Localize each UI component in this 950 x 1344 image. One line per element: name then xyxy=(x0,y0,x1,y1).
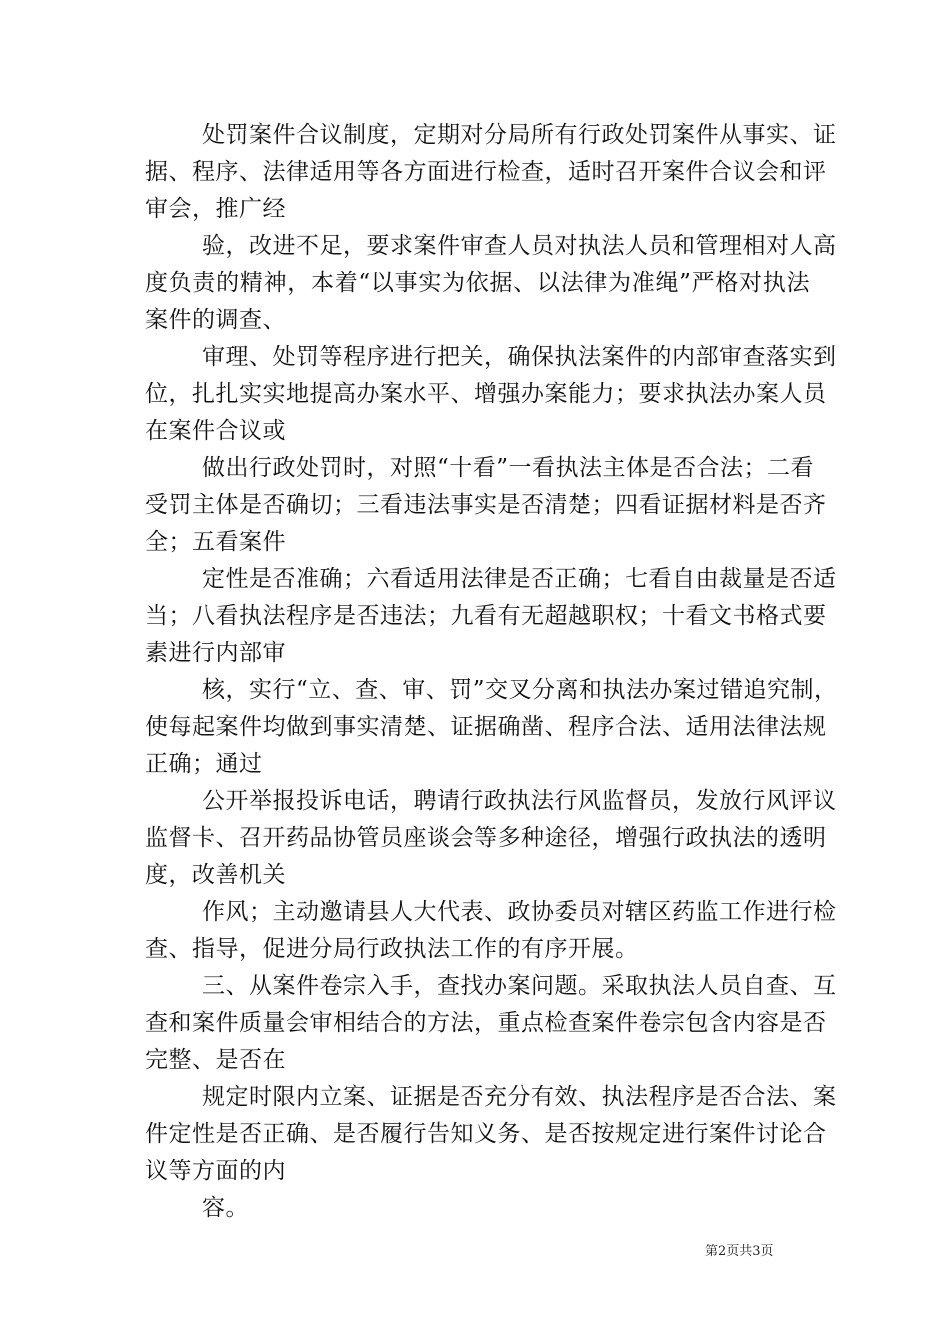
text-line: 审理、处罚等程序进行把关，确保执法案件的内部审查落实到 xyxy=(202,344,837,370)
paragraph xyxy=(145,1079,837,1190)
text-line: 使每起案件均做到事实清楚、证据确凿、程序合法、适用法律法规 xyxy=(145,714,827,740)
text-line: 定性是否准确；六看适用法律是否正确；七看自由裁量是否适 xyxy=(202,566,837,592)
text-line: 件定性是否正确、是否履行告知义务、是否按规定进行案件讨论合 xyxy=(145,1121,827,1147)
text-line: 素进行内部审 xyxy=(145,640,286,666)
paragraph xyxy=(145,339,837,450)
text-line: 审会，推广经 xyxy=(145,196,286,222)
text-line: 据、程序、法律适用等各方面进行检查，适时召开案件合议会和评 xyxy=(145,159,827,185)
text-line: 在案件合议或 xyxy=(145,418,286,444)
text-line: 正确；通过 xyxy=(145,751,263,777)
paragraph xyxy=(145,783,837,894)
paragraph xyxy=(145,450,827,561)
paragraph xyxy=(145,561,837,672)
text-line: 规定时限内立案、证据是否充分有效、执法程序是否合法、案 xyxy=(202,1084,837,1110)
text-line: 验，改进不足，要求案件审查人员对执法人员和管理相对人高 xyxy=(202,233,837,259)
text-line: 做出行政处罚时，对照“十看”一看执法主体是否合法；二看 xyxy=(202,455,815,481)
text-line: 全；五看案件 xyxy=(145,529,286,555)
text-line: 受罚主体是否确切；三看违法事实是否清楚；四看证据材料是否齐 xyxy=(145,492,827,518)
text-line: 监督卡、召开药品协管员座谈会等多种途径，增强行政执法的透明 xyxy=(145,825,827,851)
paragraph xyxy=(145,228,837,339)
text-line: 核，实行“立、查、审、罚”交叉分离和执法办案过错追究制， xyxy=(202,677,838,703)
text-line: 完整、是否在 xyxy=(145,1047,286,1073)
paragraph xyxy=(145,1190,810,1227)
text-line: 查和案件质量会审相结合的方法，重点检查案件卷宗包含内容是否 xyxy=(145,1010,827,1036)
paragraph xyxy=(145,117,837,228)
text-line: 作风；主动邀请县人大代表、政协委员对辖区药监工作进行检 xyxy=(202,899,837,925)
text-line: 三、从案件卷宗入手，查找办案问题。采取执法人员自查、互 xyxy=(202,973,837,999)
document-body xyxy=(145,117,838,1227)
text-line: 公开举报投诉电话，聘请行政执法行风监督员，发放行风评议 xyxy=(202,788,837,814)
paragraph xyxy=(145,672,838,783)
paragraph xyxy=(145,894,837,968)
page-number-footer: 第2页共3页 xyxy=(705,1244,774,1259)
text-line: 案件的调查、 xyxy=(145,307,286,333)
text-line: 度，改善机关 xyxy=(145,862,286,888)
text-line: 议等方面的内 xyxy=(145,1158,286,1184)
text-line: 当；八看执法程序是否违法；九看有无超越职权；十看文书格式要 xyxy=(145,603,827,629)
text-line: 容。 xyxy=(202,1195,249,1221)
text-line: 位，扎扎实实地提高办案水平、增强办案能力；要求执法办案人员 xyxy=(145,381,827,407)
text-line: 查、指导，促进分局行政执法工作的有序开展。 xyxy=(145,936,639,962)
text-line: 处罚案件合议制度，定期对分局所有行政处罚案件从事实、证 xyxy=(202,122,837,148)
text-line: 度负责的精神，本着“以事实为依据、以法律为准绳”严格对执法 xyxy=(145,270,810,296)
paragraph xyxy=(145,968,837,1079)
